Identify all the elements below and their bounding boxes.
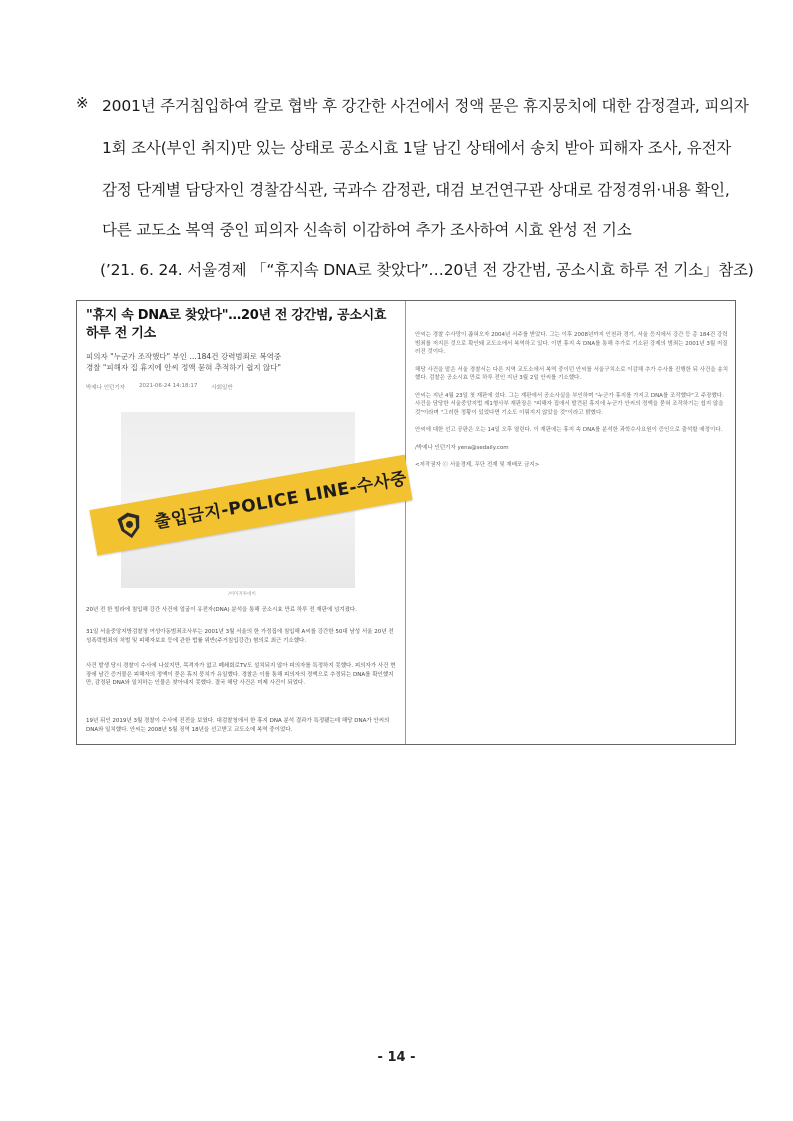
article-reporter-email: /박예나 인턴기자 yena@sedaily.com [415, 444, 509, 451]
column-divider [405, 301, 406, 744]
article-paragraph-4: 19년 뒤인 2019년 3월 경찰이 수사에 진전을 보였다. 대검찰청에서 한 휴지 DNA 분석 결과가 특정됐는데 해당 DNA가 안씨의 DNA와 일치했다. 안씨는 2008년 5월 징역 18년을 선고받고 교도소에 복역 중이었다. [86, 718, 390, 733]
article-paragraph-2: 31일 서울중앙지방검찰청 여성아동범죄조사부는 2001년 3월 서울의 한 가정집에 침입해 A씨를 강간한 50대 남성 서울 20년 전 성폭력범죄의 처벌 및 피해자보호 등에 관한 법률 위반(주거침입강간) 혐의로 최근 기소했다. [86, 629, 394, 644]
note-line-1: 2001년 주거침입하여 칼로 협박 후 강간한 사건에서 정액 묻은 휴지뭉치에 대한 감정결과, 피의자 [102, 97, 749, 115]
article-right-paragraph-2: 해당 사건을 맡은 서울 경찰서는 다른 지역 교도소에서 복역 중이던 안씨를 서울구치소로 이감해 추가 수사를 진행한 뒤 사건을 송치했다. 검찰은 공소시효 만료 하루 전인 지난 3월 2일 안씨를 기소했다. [415, 366, 729, 381]
police-tape-text: 출입금지-POLICE LINE-수사중 [152, 468, 409, 533]
article-photo [121, 412, 409, 588]
article-paragraph-3: 사건 발생 당시 경찰이 수사에 나섰지만, 목격자가 없고 폐쇄회로TV도 설치되지 않아 피의자를 특정하지 못했다. 피의자가 사건 현장에 남긴 증거물은 피해자의 정액이 묻은 휴지 뭉치가 유일했다. 경찰은 이를 통해 피의자의 정액으로 추정되는 DNA를 확인했지만, 감정된 DNA와 일치하는 인물은 찾아내지 못했다. 결국 해당 사건은 미제 사건이 되었다. [86, 663, 396, 686]
reference-mark: ※ [76, 94, 89, 112]
article-copyright: <저작권자 ⓒ 서울경제, 무단 전재 및 재배포 금지> [415, 462, 540, 468]
article-subtitle-line-1: 피의자 "누군가 조작했다" 부인 …184건 강력범죄로 복역중 [86, 352, 282, 361]
article-right-paragraph-3: 안씨는 지난 4월 23일 첫 재판에 섰다. 그는 재판에서 공소사실을 부인하며 "누군가 휴지를 가지고 DNA를 조작했다"고 주장했다. 사건을 담당한 서울중앙지법 제1형사부 재판장은 "피해자 집에서 발견된 휴지에 누군가 안씨의 정액을 묻혀 조작하기는 쉽지 않을 것"이라며 "그러한 정황이 있었다면 기소도 이뤄지지 않았을 것"이라고 밝혔다. [415, 392, 724, 416]
article-section: 사회일반 [211, 385, 233, 391]
police-badge-icon [114, 509, 144, 541]
article-paragraph-1: 20년 전 한 빌라에 침입해 강간 사건에 얼굴이 유전자(DNA) 분석을 통해 공소시효 만료 하루 전 재판에 넘겨졌다. [86, 607, 357, 613]
police-tape [89, 455, 412, 556]
note-line-3: 감정 단계별 담당자인 경찰감식관, 국과수 감정관, 대검 보건연구관 상대로 감정경위·내용 확인, [102, 181, 730, 199]
article-meta [86, 383, 398, 391]
article-right-column [415, 331, 729, 479]
article-right-paragraph-1: 안씨는 경찰 수사망이 좁혀오자 2004년 서주를 받았다. 그는 이후 2008년까지 인천과 경기, 서울 등지에서 강간 등 총 184건 강력범죄를 저지른 것으로 확인돼 교도소에서 복역하고 있다. 이번 휴지 속 DNA를 통해 추가로 기소된 강제의 범죄는 2001년 3월 저질러진 것이다. [415, 332, 728, 355]
article-left-column [86, 307, 409, 733]
article-clipping [76, 300, 736, 745]
article-right-paragraph-4: 안씨에 대한 선고 공판은 오는 14일 오후 열린다. 이 재판에는 휴지 속 DNA를 분석한 과학수사요원이 증인으로 출석할 예정이다. [415, 427, 723, 433]
article-title: "휴지 속 DNA로 찾았다"…20년 전 강간범, 공소시효 하루 전 기소 [86, 308, 387, 341]
page-number: - 14 - [377, 1050, 416, 1065]
photo-caption: /이미지투데이 [228, 592, 256, 597]
article-subtitle [86, 351, 398, 373]
article-byline: 박예나 인턴기자 [86, 385, 125, 391]
note-line-5: (’21. 6. 24. 서울경제 「“휴지속 DNA로 찾았다”…20년 전 강간범, 공소시효 하루 전 기소」참조) [100, 261, 754, 279]
article-date: 2021-06-24 14:18:17 [138, 383, 198, 389]
article-subtitle-line-2: 경찰 "피해자 집 휴지에 안씨 정액 묻혀 추적하기 쉽지 않다" [86, 363, 281, 372]
note-line-4: 다른 교도소 복역 중인 피의자 신속히 이감하여 추가 조사하여 시효 완성 전 기소 [102, 221, 632, 239]
note-line-2: 1회 조사(부인 취지)만 있는 상태로 공소시효 1달 남긴 상태에서 송치 받아 피해자 조사, 유전자 [102, 139, 732, 157]
